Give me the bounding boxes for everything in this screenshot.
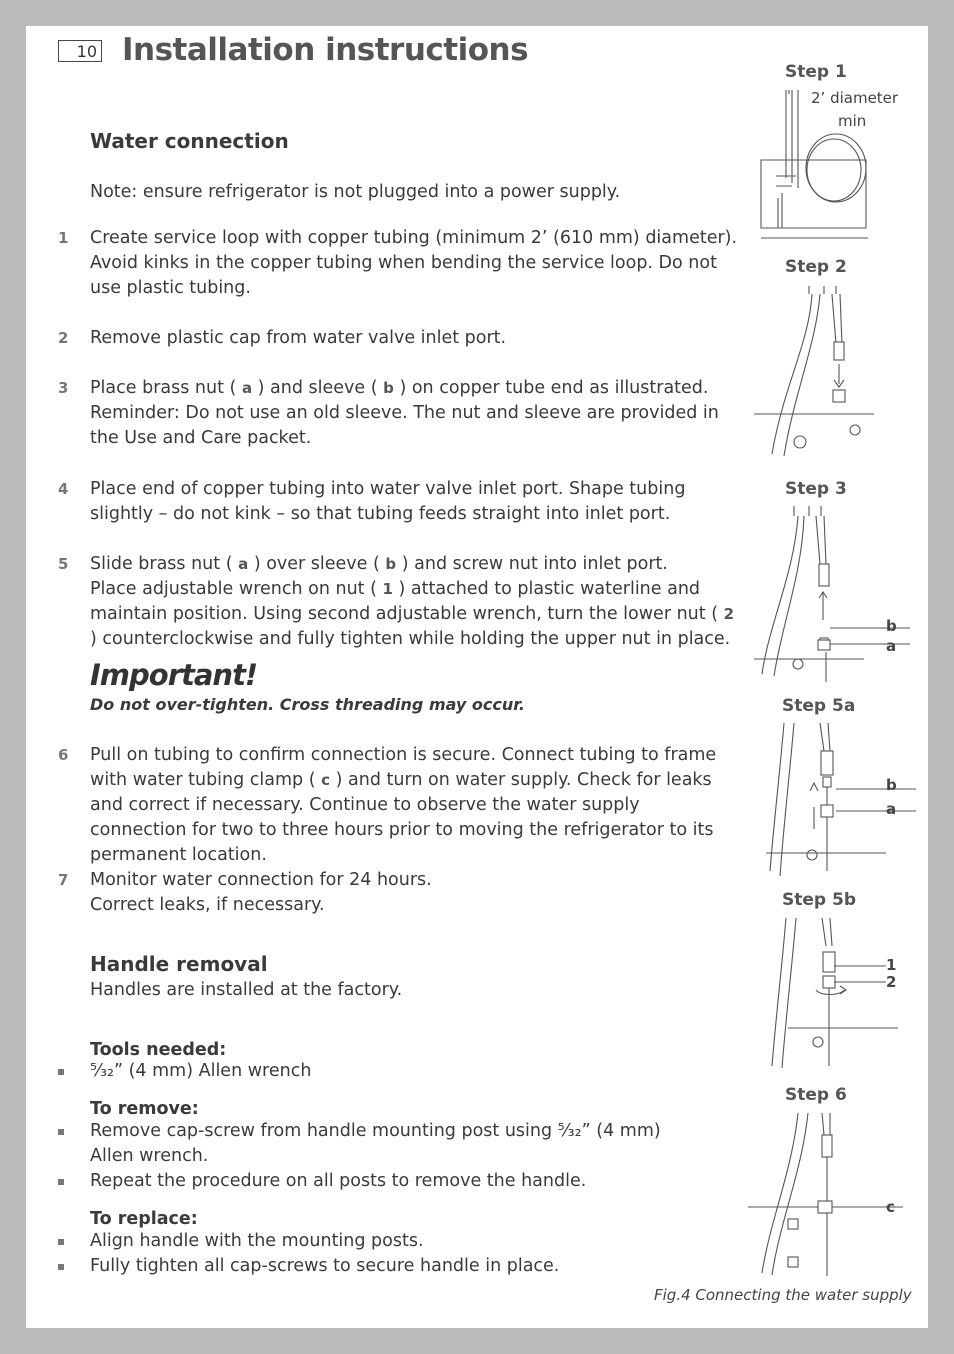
step-number: 1: [58, 229, 69, 247]
label-2: 2: [886, 973, 897, 991]
step-text: [90, 552, 740, 652]
step-5b-illustration: [768, 916, 898, 1076]
step-2-illustration: [754, 284, 884, 464]
step-3-illustration: [754, 504, 884, 684]
step-1-label: Step 1: [785, 62, 847, 82]
ref-label: 1: [382, 580, 393, 598]
step-text: [90, 868, 740, 918]
figure-caption: Fig.4 Connecting the water supply: [654, 1286, 912, 1304]
bullet: [58, 1239, 64, 1245]
label-b: b: [886, 617, 897, 635]
label-a: a: [886, 800, 897, 818]
text-run: Monitor water connection for 24 hours.: [90, 870, 432, 890]
step-number: 5: [58, 555, 69, 573]
water-connection-heading: Water connection: [90, 129, 289, 153]
tool-item: ⁵⁄₃₂” (4 mm) Allen wrench: [90, 1061, 312, 1081]
step-text: Create service loop with copper tubing (minimum 2’ (610 mm) diameter). Avoid kinks in the copper tubing when bending the service loop. Do not use plastic tubing.: [90, 228, 738, 298]
step-text: Place end of copper tubing into water valve inlet port. Shape tubing slightly – do not kink – so that tubing feeds straight into inlet port.: [90, 479, 686, 524]
step-5a-label: Step 5a: [782, 696, 856, 716]
ref-label: b: [385, 555, 397, 573]
remove-heading: To remove:: [90, 1099, 199, 1119]
step-5b-label: Step 5b: [782, 890, 856, 910]
replace-item: Align handle with the mounting posts.: [90, 1231, 424, 1251]
text-run: ) attached to plastic waterline and maintain position. Using second adjustable wrench, turn the lower nut (: [90, 579, 719, 624]
text-run: Correct leaks, if necessary.: [90, 895, 325, 915]
important-title: Important!: [90, 658, 258, 692]
handle-intro: Handles are installed at the factory.: [90, 980, 403, 1000]
ref-label: a: [238, 555, 249, 573]
label-c: c: [886, 1198, 895, 1216]
document-page: [26, 26, 928, 1328]
remove-item: Remove cap-screw from handle mounting post using ⁵⁄₃₂” (4 mm) Allen wrench.: [90, 1121, 661, 1166]
replace-item: Fully tighten all cap-screws to secure handle in place.: [90, 1256, 560, 1276]
text-run: ) and turn on water supply. Check for leaks and correct if necessary. Continue to observe the water supply connection for two to three hours prior to moving the refrigerator to its permanent location.: [90, 770, 714, 865]
bullet: [58, 1129, 64, 1135]
text-run: Slide brass nut (: [90, 554, 233, 574]
tools-heading: Tools needed:: [90, 1040, 227, 1060]
water-note: Note: ensure refrigerator is not plugged into a power supply.: [90, 182, 621, 202]
step-text: [90, 743, 740, 868]
page-title: Installation instructions: [122, 32, 529, 68]
step-2-label: Step 2: [785, 257, 847, 277]
ref-label: c: [321, 771, 331, 789]
step-number: 3: [58, 379, 69, 397]
step-text: [90, 376, 740, 451]
ref-label: 2: [723, 605, 735, 623]
step-5a-illustration: [766, 721, 896, 881]
bullet: [58, 1264, 64, 1270]
label-a: a: [886, 637, 897, 655]
ref-label: b: [383, 379, 394, 397]
text-run: Reminder: Do not use an old sleeve. The nut and sleeve are provided in the Use and Care packet.: [90, 403, 719, 448]
bullet: [58, 1179, 64, 1185]
handle-removal-heading: Handle removal: [90, 952, 268, 976]
text-run: ) and sleeve (: [257, 378, 378, 398]
ref-label: a: [241, 379, 253, 397]
text-run: ) on copper tube end as illustrated.: [399, 378, 709, 398]
step-number: 6: [58, 746, 69, 764]
step-6-label: Step 6: [785, 1085, 847, 1105]
step-3-label: Step 3: [785, 479, 847, 499]
step-number: 4: [58, 480, 69, 498]
remove-item: Repeat the procedure on all posts to remove the handle.: [90, 1171, 587, 1191]
diameter-note-min: min: [838, 112, 867, 130]
text-run: ) over sleeve (: [253, 554, 380, 574]
step-number: 7: [58, 871, 69, 889]
text-run: Place adjustable wrench on nut (: [90, 579, 377, 599]
step-text: Remove plastic cap from water valve inlet port.: [90, 328, 507, 348]
page-number: 10: [58, 40, 102, 62]
text-run: ) counterclockwise and fully tighten while holding the upper nut in place.: [90, 629, 731, 649]
step-1-illustration: [756, 88, 876, 248]
replace-heading: To replace:: [90, 1209, 198, 1229]
diameter-note: 2’ diameter: [811, 89, 899, 107]
label-b: b: [886, 776, 897, 794]
step-number: 2: [58, 329, 69, 347]
step-6-illustration: [748, 1111, 888, 1281]
important-text: Do not over-tighten. Cross threading may occur.: [90, 695, 525, 714]
text-run: ) and screw nut into inlet port.: [401, 554, 668, 574]
bullet: [58, 1069, 64, 1075]
text-run: Place brass nut (: [90, 378, 237, 398]
text-run: Pull on tubing to confirm connection is secure. Connect tubing to frame with water tubing clamp (: [90, 745, 717, 790]
label-1: 1: [886, 956, 897, 974]
